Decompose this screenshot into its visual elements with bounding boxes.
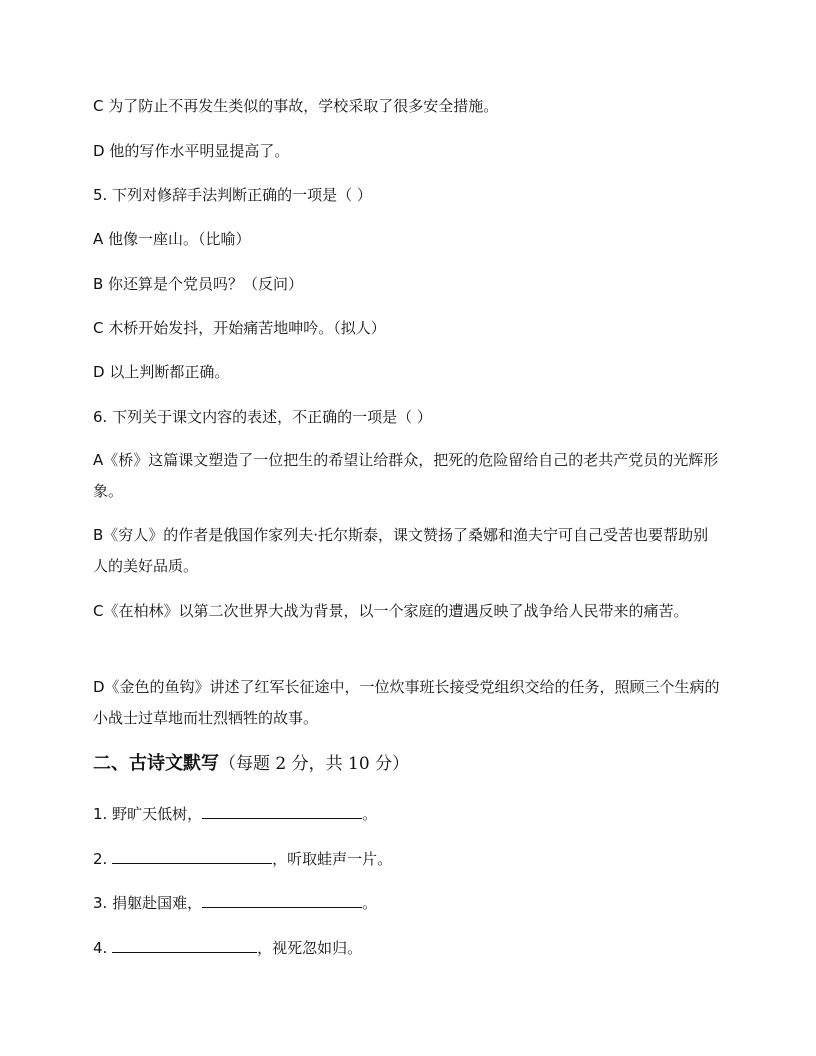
poem-4-prefix: 4. [93, 939, 113, 957]
poem-3-prefix: 3. 捐躯赴国难， [93, 894, 203, 912]
question-6: 6. 下列关于课文内容的表述，不正确的一项是（ ） [93, 408, 432, 426]
poem-line-1 [93, 803, 723, 824]
poem-line-3 [93, 892, 723, 913]
poem-line-4 [93, 937, 723, 958]
poem-1-suffix: 。 [362, 805, 378, 823]
question-5-option-b: B 你还算是个党员吗？（反问） [93, 275, 304, 293]
poem-2-suffix: ，听取蛙声一片。 [272, 850, 393, 868]
question-5: 5. 下列对修辞手法判断正确的一项是（ ） [93, 186, 372, 204]
poem-2-prefix: 2. [93, 850, 113, 868]
option-c-prev: C 为了防止不再发生类似的事故，学校采取了很多安全措施。 [93, 97, 499, 115]
question-5-option-c: C 木桥开始发抖，开始痛苦地呻吟。（拟人） [93, 319, 386, 337]
question-6-option-c: C《在柏林》以第二次世界大战为背景，以一个家庭的遭遇反映了战争给人民带来的痛苦。 [93, 602, 689, 620]
poem-3-blank[interactable] [202, 892, 362, 908]
poem-1-prefix: 1. 野旷天低树， [93, 805, 203, 823]
section-2-heading [93, 752, 723, 776]
poem-line-2 [93, 848, 723, 869]
option-d-prev: D 他的写作水平明显提高了。 [93, 142, 290, 160]
section-2-title: 二、古诗文默写 [93, 753, 219, 774]
poem-4-suffix: ，视死忽如归。 [257, 939, 363, 957]
question-6-option-a: A《桥》这篇课文塑造了一位把生的希望让给群众，把死的危险留给自己的老共产党员的光辉形象。 [93, 451, 719, 500]
question-6-option-b: B《穷人》的作者是俄国作家列夫·托尔斯泰，课文赞扬了桑娜和渔夫宁可自己受苦也要帮助别人的美好品质。 [93, 526, 709, 575]
question-6-option-d: D《金色的鱼钩》讲述了红军长征途中，一位炊事班长接受党组织交给的任务，照顾三个生病的小战士过草地而壮烈牺牲的故事。 [93, 678, 720, 727]
poem-1-blank[interactable] [202, 803, 362, 819]
poem-2-blank[interactable] [112, 848, 272, 864]
poem-3-suffix: 。 [362, 894, 378, 912]
question-5-option-d: D 以上判断都正确。 [93, 363, 230, 381]
section-2-score-note: （每题 2 分，共 10 分） [219, 754, 410, 774]
question-5-option-a: A 他像一座山。（比喻） [93, 230, 251, 248]
poem-4-blank[interactable] [112, 937, 257, 953]
